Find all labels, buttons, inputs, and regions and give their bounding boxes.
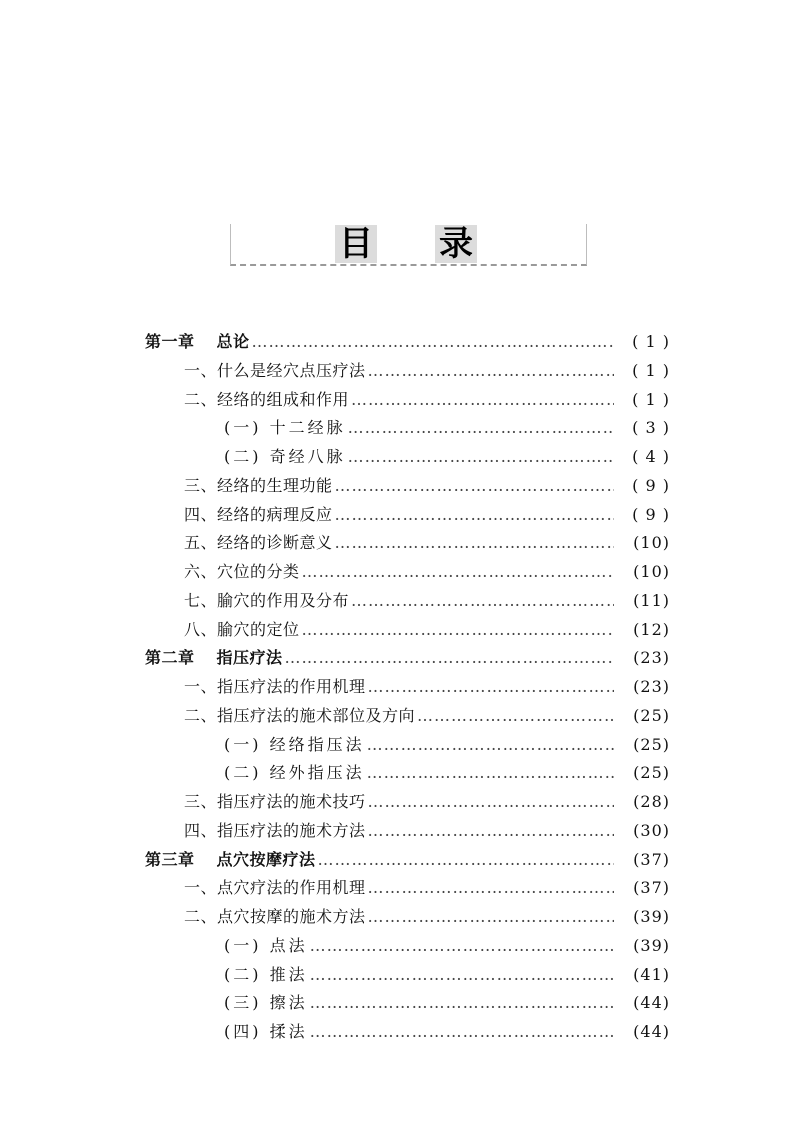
dot-leader bbox=[310, 989, 614, 1017]
toc-page-number: (10) bbox=[633, 533, 670, 553]
toc-entry[interactable] bbox=[184, 616, 670, 644]
toc-entry-label bbox=[145, 644, 283, 672]
toc-entry[interactable] bbox=[224, 443, 670, 471]
chapter-number: 第三章 bbox=[145, 849, 195, 869]
toc-page-number: ( 1 ) bbox=[632, 360, 670, 380]
dot-leader bbox=[310, 961, 614, 989]
toc-entry-label: 三、指压疗法的施术技巧 bbox=[184, 792, 366, 811]
toc-page-number: (12) bbox=[633, 619, 670, 639]
toc-page-number: (11) bbox=[633, 590, 670, 610]
toc-page-number: (28) bbox=[633, 792, 670, 811]
toc-page-number: ( 4 ) bbox=[632, 447, 670, 466]
toc-entry-label: 二、指压疗法的施术部位及方向 bbox=[184, 705, 416, 725]
toc-page-number: (30) bbox=[633, 820, 670, 840]
dot-leader bbox=[368, 788, 614, 816]
toc-entry[interactable] bbox=[184, 558, 670, 586]
toc-entry[interactable] bbox=[184, 673, 670, 701]
toc-entry[interactable] bbox=[184, 357, 670, 385]
toc-entry-label bbox=[145, 328, 250, 356]
toc-entry-label: 二、点穴按摩的施术方法 bbox=[184, 907, 366, 926]
toc-entry-label: 三、经络的生理功能 bbox=[184, 475, 333, 495]
dot-leader bbox=[310, 1018, 614, 1046]
toc-entry-label bbox=[145, 846, 316, 874]
toc-entry[interactable] bbox=[184, 472, 670, 500]
toc-entry[interactable] bbox=[224, 1018, 670, 1046]
toc-entry-label: 二、经络的组成和作用 bbox=[184, 389, 350, 409]
toc-entry[interactable] bbox=[184, 903, 670, 931]
toc-entry-label: 一、指压疗法的作用机理 bbox=[184, 677, 366, 696]
toc-entry-label: (二) 奇经八脉 bbox=[224, 447, 346, 466]
toc-title-char-2: 录 bbox=[435, 225, 477, 263]
toc-page-number: ( 9 ) bbox=[632, 475, 670, 495]
toc-title-char-1: 目 bbox=[335, 225, 377, 263]
toc-page-number: (44) bbox=[633, 993, 670, 1013]
chapter-number: 第一章 bbox=[145, 332, 195, 351]
toc-page-number: (23) bbox=[633, 648, 670, 668]
chapter-title: 指压疗法 bbox=[216, 648, 283, 668]
toc-page-number: (25) bbox=[633, 763, 670, 783]
dot-leader bbox=[335, 529, 614, 557]
dot-leader bbox=[368, 903, 614, 931]
dot-leader bbox=[335, 472, 614, 500]
toc-page-number: (23) bbox=[633, 677, 670, 696]
toc-page-number: ( 9 ) bbox=[632, 504, 670, 524]
toc-entry-label: (二) 推法 bbox=[224, 964, 308, 984]
toc-entry[interactable] bbox=[145, 846, 670, 874]
toc-page-number: (41) bbox=[633, 964, 670, 984]
toc-entry-label: 四、经络的病理反应 bbox=[184, 504, 333, 524]
toc-entry-label: 一、什么是经穴点压疗法 bbox=[184, 360, 366, 380]
dot-leader bbox=[285, 644, 614, 672]
toc-entry-label: (一) 十二经脉 bbox=[224, 418, 346, 438]
toc-entry[interactable] bbox=[184, 874, 670, 902]
dot-leader bbox=[368, 357, 614, 385]
dot-leader bbox=[335, 501, 614, 529]
chapter-title: 点穴按摩疗法 bbox=[216, 849, 316, 869]
dot-leader bbox=[368, 817, 614, 845]
toc-entry[interactable] bbox=[145, 644, 670, 672]
toc-entry-label: 一、点穴疗法的作用机理 bbox=[184, 878, 366, 898]
toc-entry[interactable] bbox=[224, 731, 670, 759]
dot-leader bbox=[367, 759, 614, 787]
toc-entry-label: (二) 经外指压法 bbox=[224, 763, 365, 783]
dot-leader bbox=[348, 443, 614, 471]
toc-entry-label: (一) 点法 bbox=[224, 935, 308, 955]
toc-entry-label: (四) 揉法 bbox=[224, 1022, 308, 1041]
dot-leader bbox=[302, 616, 614, 644]
toc-page-number: (25) bbox=[633, 705, 670, 725]
toc-page-number: (37) bbox=[633, 878, 670, 898]
toc-entry[interactable] bbox=[184, 386, 670, 414]
dot-leader bbox=[348, 414, 614, 442]
toc-entry[interactable] bbox=[224, 961, 670, 989]
toc-entry[interactable] bbox=[184, 587, 670, 615]
toc-entry-label: 六、穴位的分类 bbox=[184, 562, 300, 581]
toc-entry-label: 七、腧穴的作用及分布 bbox=[184, 590, 350, 610]
toc-entry-label: 八、腧穴的定位 bbox=[184, 619, 300, 639]
toc-entry[interactable] bbox=[184, 817, 670, 845]
toc-entry[interactable] bbox=[224, 759, 670, 787]
toc-page-number: ( 1 ) bbox=[632, 389, 670, 409]
dot-leader bbox=[368, 874, 614, 902]
toc-entry-label: 五、经络的诊断意义 bbox=[184, 533, 333, 553]
dot-leader bbox=[302, 558, 614, 586]
chapter-title: 总论 bbox=[216, 332, 250, 351]
toc-entry[interactable] bbox=[184, 702, 670, 730]
chapter-number: 第二章 bbox=[145, 648, 195, 668]
toc-page-number: ( 1 ) bbox=[632, 332, 670, 351]
toc-title-box bbox=[230, 224, 587, 266]
toc-entry[interactable] bbox=[184, 788, 670, 816]
dot-leader bbox=[417, 702, 614, 730]
dot-leader bbox=[351, 386, 614, 414]
dot-leader bbox=[310, 932, 614, 960]
dot-leader bbox=[367, 731, 614, 759]
toc-page-number: (39) bbox=[633, 907, 670, 926]
dot-leader bbox=[368, 673, 614, 701]
toc-entry[interactable] bbox=[184, 501, 670, 529]
toc-page-number: (39) bbox=[633, 935, 670, 955]
toc-entry-label: (三) 擦法 bbox=[224, 993, 308, 1013]
toc-entry[interactable] bbox=[145, 328, 670, 356]
dot-leader bbox=[252, 328, 614, 356]
toc-page-number: (37) bbox=[633, 849, 670, 869]
toc-page-number: (25) bbox=[633, 734, 670, 754]
toc-entry[interactable] bbox=[224, 414, 670, 442]
toc-entry-label: 四、指压疗法的施术方法 bbox=[184, 820, 366, 840]
toc-page-number: (44) bbox=[633, 1022, 670, 1041]
dot-leader bbox=[351, 587, 614, 615]
toc-entry[interactable] bbox=[224, 989, 670, 1017]
toc-entry[interactable] bbox=[184, 529, 670, 557]
toc-entry[interactable] bbox=[224, 932, 670, 960]
toc-entry-label: (一) 经络指压法 bbox=[224, 734, 365, 754]
toc-page-number: ( 3 ) bbox=[632, 418, 670, 438]
dot-leader bbox=[318, 846, 614, 874]
toc-page-number: (10) bbox=[633, 562, 670, 581]
